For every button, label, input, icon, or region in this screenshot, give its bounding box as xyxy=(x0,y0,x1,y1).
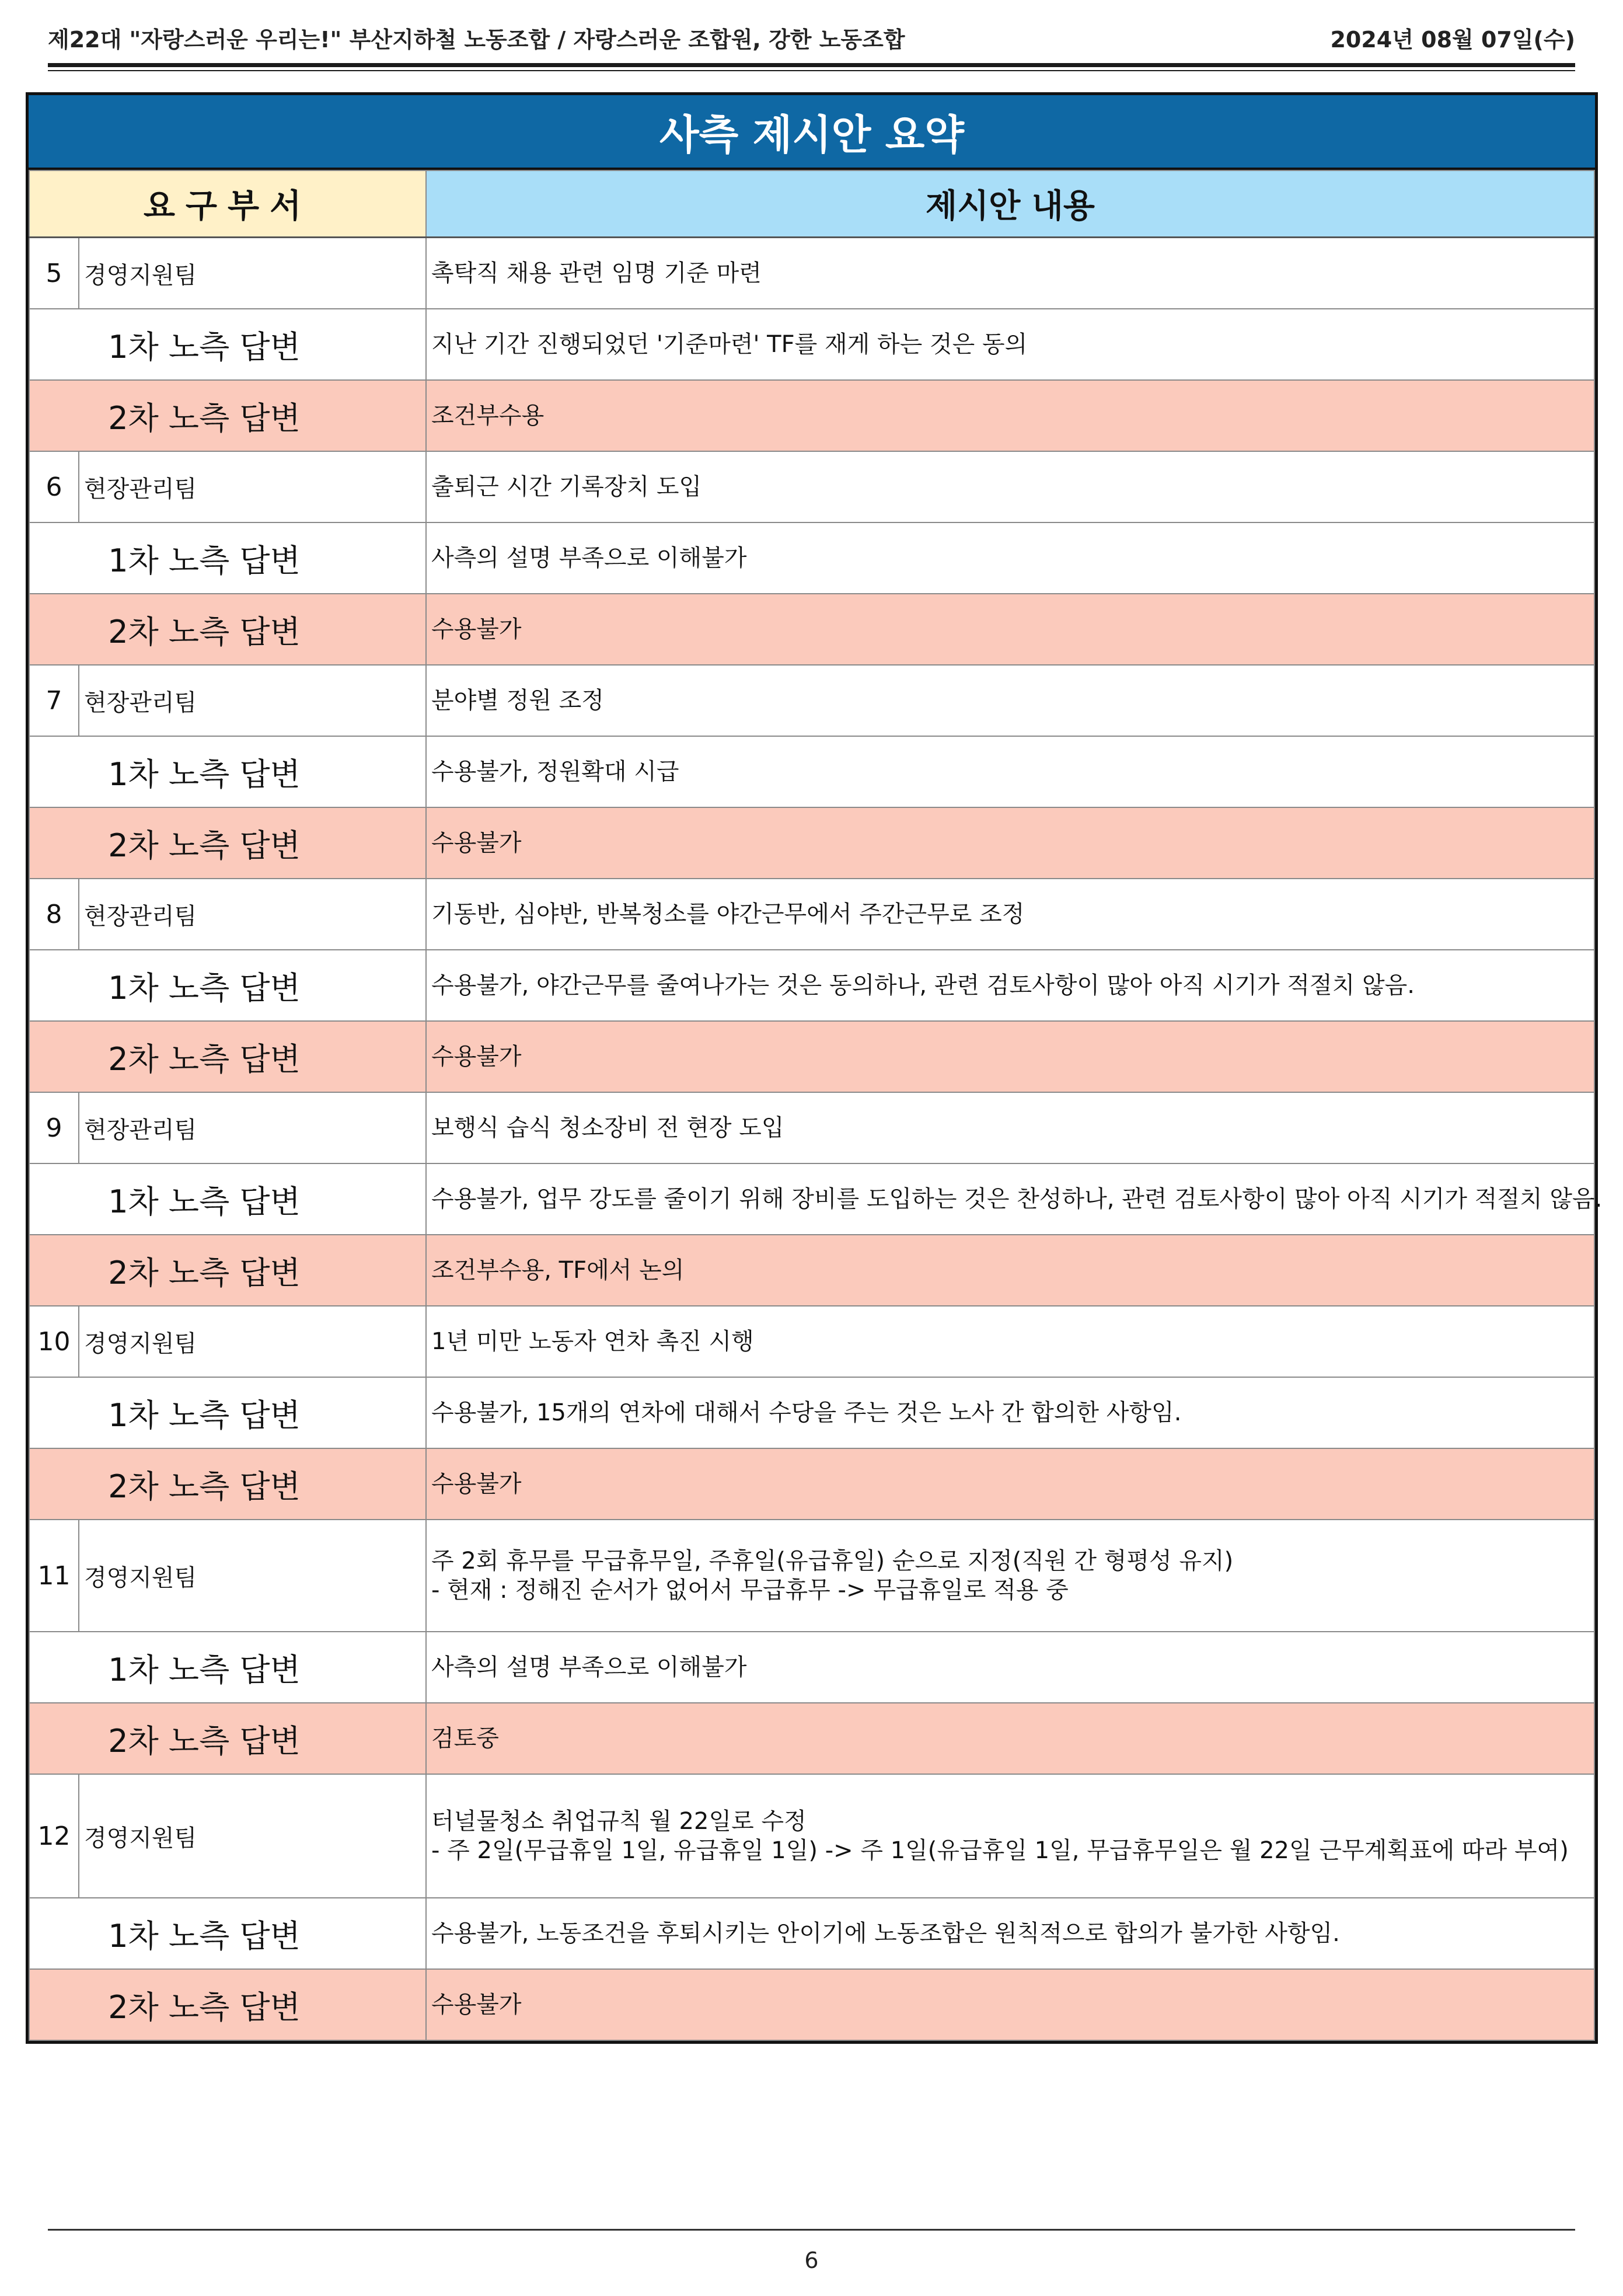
request-department: 현장관리팀 xyxy=(79,879,426,950)
first-answer-label: 1차 노측 답변 xyxy=(29,1632,426,1703)
first-answer-content xyxy=(426,950,1594,1021)
second-answer-text: 조건부수용, TF에서 논의 xyxy=(431,1257,685,1284)
first-answer-content xyxy=(426,1163,1603,1235)
request-content xyxy=(426,1774,1594,1898)
first-answer-content xyxy=(426,522,1594,594)
second-answer-row xyxy=(29,1969,1594,2040)
request-content-line: 1년 미만 노동자 연차 촉진 시행 xyxy=(431,1328,754,1355)
first-answer-row xyxy=(29,1898,1594,1969)
page-number: 6 xyxy=(804,2248,819,2273)
request-row xyxy=(29,451,1594,522)
header-rule-thin xyxy=(48,70,1575,71)
request-department: 경영지원팀 xyxy=(79,1520,426,1632)
first-answer-text: 사측의 설명 부족으로 이해불가 xyxy=(431,1654,747,1681)
request-number: 6 xyxy=(29,451,79,522)
request-department: 현장관리팀 xyxy=(79,451,426,522)
first-answer-text: 지난 기간 진행되었던 '기준마련' TF를 재게 하는 것은 동의 xyxy=(431,331,1028,358)
request-row xyxy=(29,1092,1594,1163)
first-answer-label: 1차 노측 답변 xyxy=(29,1163,426,1235)
request-number: 9 xyxy=(29,1092,79,1163)
first-answer-row xyxy=(29,1163,1594,1235)
proposal-table-body xyxy=(29,170,1603,2040)
second-answer-label: 2차 노측 답변 xyxy=(29,1969,426,2040)
request-content-line: 촉탁직 채용 관련 임명 기준 마련 xyxy=(431,260,762,287)
request-number: 10 xyxy=(29,1306,79,1377)
request-content xyxy=(426,1520,1594,1632)
second-answer-row xyxy=(29,1703,1594,1774)
first-answer-row xyxy=(29,1377,1594,1448)
second-answer-label: 2차 노측 답변 xyxy=(29,380,426,451)
second-answer-row xyxy=(29,1235,1594,1306)
request-content-line: 분야별 정원 조정 xyxy=(431,687,604,714)
sheet-title: 사측 제시안 요약 xyxy=(29,95,1595,170)
second-answer-row xyxy=(29,1448,1594,1520)
first-answer-row xyxy=(29,522,1594,594)
first-answer-label: 1차 노측 답변 xyxy=(29,522,426,594)
request-department: 경영지원팀 xyxy=(79,1306,426,1377)
column-header-row xyxy=(29,170,1594,238)
first-answer-text: 사측의 설명 부족으로 이해불가 xyxy=(431,545,747,572)
first-answer-text: 수용불가, 야간근무를 줄여나가는 것은 동의하나, 관련 검토사항이 많아 아직 시기가 적절치 않음. xyxy=(431,972,1415,999)
proposal-summary-sheet xyxy=(26,92,1603,2044)
request-number: 12 xyxy=(29,1774,79,1898)
second-answer-text: 수용불가 xyxy=(431,1991,522,2018)
first-answer-label: 1차 노측 답변 xyxy=(29,950,426,1021)
second-answer-text: 수용불가 xyxy=(431,616,522,643)
request-content xyxy=(426,665,1594,736)
second-answer-content xyxy=(426,380,1594,451)
second-answer-content xyxy=(426,1235,1594,1306)
request-number: 5 xyxy=(29,238,79,309)
second-answer-row xyxy=(29,1021,1594,1092)
request-content-line: 터널물청소 취업규칙 월 22일로 수정 xyxy=(431,1808,807,1835)
request-content xyxy=(426,1092,1594,1163)
second-answer-label: 2차 노측 답변 xyxy=(29,594,426,665)
request-content xyxy=(426,238,1594,309)
request-department: 경영지원팀 xyxy=(79,1774,426,1898)
proposal-table xyxy=(29,170,1603,2041)
second-answer-content xyxy=(426,594,1594,665)
second-answer-label: 2차 노측 답변 xyxy=(29,807,426,879)
first-answer-text: 수용불가, 15개의 연차에 대해서 수당을 주는 것은 노사 간 합의한 사항임. xyxy=(431,1399,1182,1426)
second-answer-text: 수용불가 xyxy=(431,1043,522,1070)
request-content-line: - 주 2일(무급휴일 1일, 유급휴일 1일) -> 주 1일(유급휴일 1일, 무급휴무일은 월 22일 근무계획표에 따라 부여) xyxy=(431,1837,1569,1864)
first-answer-text: 수용불가, 노동조건을 후퇴시키는 안이기에 노동조합은 원칙적으로 합의가 불가한 사항임. xyxy=(431,1920,1340,1947)
first-answer-content xyxy=(426,1632,1594,1703)
header-left-text: 제22대 "자랑스러운 우리는!" 부산지하철 노동조합 / 자랑스러운 조합원, 강한 노동조합 xyxy=(48,26,905,53)
first-answer-row xyxy=(29,736,1594,807)
first-answer-label: 1차 노측 답변 xyxy=(29,736,426,807)
request-number: 11 xyxy=(29,1520,79,1632)
second-answer-label: 2차 노측 답변 xyxy=(29,1448,426,1520)
request-content xyxy=(426,879,1594,950)
second-answer-text: 검토중 xyxy=(431,1725,499,1752)
request-content xyxy=(426,451,1594,522)
second-answer-content xyxy=(426,807,1594,879)
first-answer-text: 수용불가, 정원확대 시급 xyxy=(431,758,679,785)
request-content-line: 출퇴근 시간 기록장치 도입 xyxy=(431,473,702,500)
request-number: 8 xyxy=(29,879,79,950)
column-header-content: 제시안 내용 xyxy=(426,170,1594,238)
request-content-line: 주 2회 휴무를 무급휴무일, 주휴일(유급휴일) 순으로 지정(직원 간 형평성 유지) xyxy=(431,1548,1234,1574)
first-answer-label: 1차 노측 답변 xyxy=(29,1898,426,1969)
request-number: 7 xyxy=(29,665,79,736)
request-row xyxy=(29,238,1594,309)
second-answer-label: 2차 노측 답변 xyxy=(29,1021,426,1092)
request-row xyxy=(29,1520,1594,1632)
first-answer-row xyxy=(29,1632,1594,1703)
second-answer-row xyxy=(29,594,1594,665)
second-answer-row xyxy=(29,380,1594,451)
first-answer-content xyxy=(426,1898,1594,1969)
request-row xyxy=(29,879,1594,950)
second-answer-text: 수용불가 xyxy=(431,830,522,856)
request-department: 현장관리팀 xyxy=(79,665,426,736)
second-answer-label: 2차 노측 답변 xyxy=(29,1235,426,1306)
first-answer-label: 1차 노측 답변 xyxy=(29,309,426,380)
request-row xyxy=(29,1306,1594,1377)
request-content-line: - 현재 : 정해진 순서가 없어서 무급휴무 -> 무급휴일로 적용 중 xyxy=(431,1577,1069,1604)
first-answer-content xyxy=(426,1377,1594,1448)
request-content-line: 기동반, 심야반, 반복청소를 야간근무에서 주간근무로 조정 xyxy=(431,901,1025,928)
column-header-department: 요구부서 xyxy=(29,170,426,238)
second-answer-label: 2차 노측 답변 xyxy=(29,1703,426,1774)
request-department: 경영지원팀 xyxy=(79,238,426,309)
second-answer-text: 조건부수용 xyxy=(431,402,545,429)
request-row xyxy=(29,1774,1594,1898)
first-answer-row xyxy=(29,309,1594,380)
first-answer-content xyxy=(426,736,1594,807)
request-content-line: 보행식 습식 청소장비 전 현장 도입 xyxy=(431,1114,784,1141)
first-answer-label: 1차 노측 답변 xyxy=(29,1377,426,1448)
second-answer-content xyxy=(426,1703,1594,1774)
request-department: 현장관리팀 xyxy=(79,1092,426,1163)
second-answer-text: 수용불가 xyxy=(431,1471,522,1497)
second-answer-content xyxy=(426,1969,1594,2040)
second-answer-content xyxy=(426,1448,1594,1520)
footer-rule xyxy=(48,2229,1575,2231)
first-answer-content xyxy=(426,309,1594,380)
second-answer-content xyxy=(426,1021,1594,1092)
first-answer-text: 수용불가, 업무 강도를 줄이기 위해 장비를 도입하는 것은 찬성하나, 관련 검토사항이 많아 아직 시기가 적절치 않음. xyxy=(431,1186,1603,1213)
header-rule-thick xyxy=(48,63,1575,67)
request-row xyxy=(29,665,1594,736)
second-answer-row xyxy=(29,807,1594,879)
page-header xyxy=(48,20,1575,55)
first-answer-row xyxy=(29,950,1594,1021)
header-date: 2024년 08월 07일(수) xyxy=(1330,26,1575,53)
request-content xyxy=(426,1306,1594,1377)
